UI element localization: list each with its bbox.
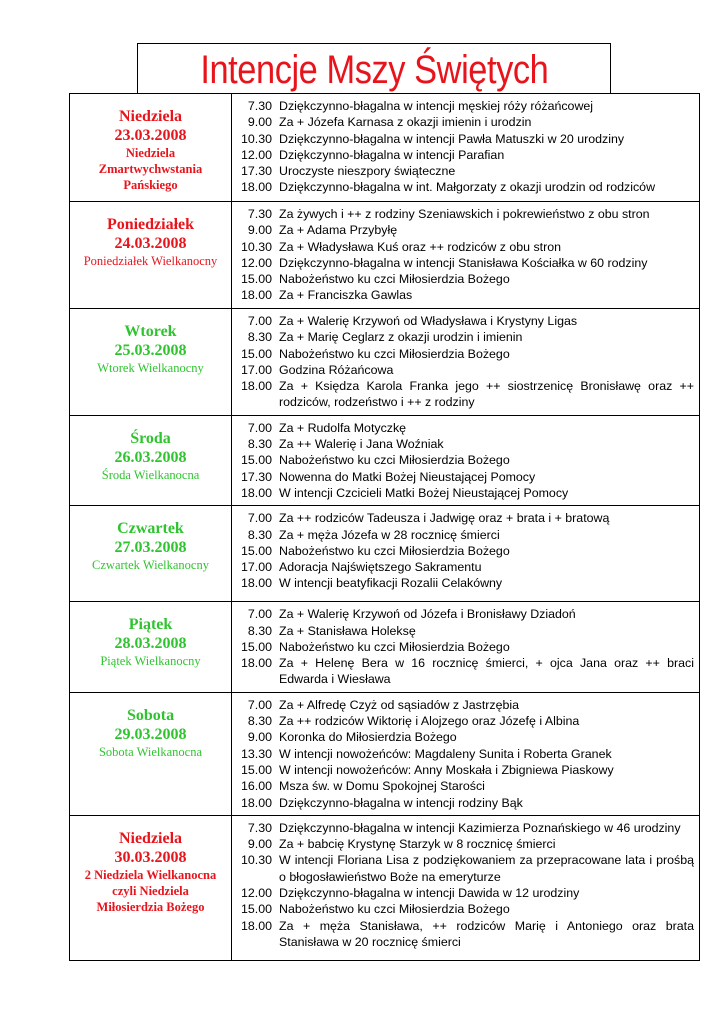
day-date: 25.03.2008	[114, 342, 187, 359]
mass-entry	[232, 346, 694, 362]
mass-time: 18.00	[240, 576, 272, 591]
mass-entry	[232, 543, 694, 559]
mass-time: 7.00	[247, 607, 272, 622]
mass-time: 18.00	[240, 795, 272, 810]
mass-entry	[232, 885, 694, 901]
mass-time: 10.30	[240, 239, 272, 254]
day-row	[70, 602, 700, 692]
schedule-body	[70, 94, 700, 961]
mass-intention: Za + męża Stanisława, ++ rodziców Marię i Antoniego oraz brata Stanisława w 20 rocznicę śmierci	[279, 918, 694, 949]
mass-intention: Koronka do Miłosierdzia Bożego	[279, 730, 457, 745]
masses-cell	[232, 309, 700, 416]
mass-intention: Za ++ Walerię i Jana Woźniak	[279, 437, 444, 452]
mass-entry	[232, 778, 694, 794]
mass-intention: W intencji beatyfikacji Rozalii Celakówny	[279, 576, 503, 591]
mass-intention: Za + babcię Krystynę Starzyk w 8 rocznicę śmierci	[279, 837, 556, 852]
mass-entry	[232, 362, 694, 378]
mass-entry	[232, 179, 694, 195]
page-title: Intencje Mszy Świętych	[199, 48, 549, 92]
day-subtitle: Środa Wielkanocna	[101, 467, 200, 482]
mass-entry	[232, 206, 694, 222]
day-name: Piątek	[128, 616, 173, 634]
mass-intention: Za + Księdza Karola Franka jego ++ siostrzenicę Bronisławę oraz ++ rodziców, rodzeństwo i ++ z rodziny	[279, 379, 694, 410]
day-row	[70, 202, 700, 309]
mass-intention: Dziękczynno-błagalna w int. Małgorzaty z okazji urodzin od rodziców	[279, 180, 656, 195]
masses-cell	[232, 815, 700, 960]
mass-entry	[232, 697, 694, 713]
mass-time: 9.00	[247, 730, 272, 745]
mass-intention: W intencji nowożeńców: Anny Moskała i Zbigniewa Piaskowy	[279, 762, 614, 777]
mass-intention: Nabożeństwo ku czci Miłosierdzia Bożego	[279, 346, 510, 361]
mass-time: 15.00	[240, 543, 272, 558]
mass-entry	[232, 114, 694, 130]
mass-intention: Za + męża Józefa w 28 rocznicę śmierci	[279, 527, 500, 542]
mass-intention: Za ++ rodziców Wiktorię i Alojzego oraz Józefę i Albina	[279, 714, 580, 729]
mass-intention: Za + Stanisława Holeksę	[279, 623, 416, 638]
day-subtitle: czyli Niedziela	[112, 883, 189, 898]
mass-intention: Za + Władysława Kuś oraz ++ rodziców z obu stron	[279, 239, 562, 254]
mass-time: 17.00	[240, 362, 272, 377]
mass-intention: Dziękczynno-błagalna w intencji Parafian	[279, 147, 505, 162]
mass-time: 12.00	[240, 147, 272, 162]
day-subtitle: Czwartek Wielkanocny	[92, 558, 209, 573]
day-subtitle: Niedziela	[125, 146, 176, 160]
mass-intention: Za + Adama Przybyłę	[279, 223, 398, 238]
mass-intention: Nabożeństwo ku czci Miłosierdzia Bożego	[279, 453, 510, 468]
mass-entry	[232, 527, 694, 543]
day-subtitle: 2 Niedziela Wielkanocna	[84, 867, 217, 882]
mass-entry	[232, 313, 694, 329]
mass-intention: Za + Marię Ceglarz z okazji urodzin i imienin	[279, 330, 523, 345]
day-cell	[70, 415, 232, 505]
masses-cell	[232, 94, 700, 202]
mass-entry	[232, 378, 694, 411]
day-name: Środa	[130, 429, 171, 447]
mass-entry	[232, 820, 694, 836]
mass-entry	[232, 329, 694, 345]
mass-entry	[232, 271, 694, 287]
day-name: Niedziela	[118, 108, 183, 125]
mass-time: 7.00	[247, 511, 272, 526]
day-row	[70, 94, 700, 202]
mass-time: 18.00	[240, 288, 272, 303]
mass-intention: Dziękczynno-błagalna w intencji rodziny Bąk	[279, 795, 523, 810]
mass-time: 7.00	[247, 697, 272, 712]
day-date: 24.03.2008	[114, 235, 187, 252]
masses-cell	[232, 415, 700, 505]
mass-time: 8.30	[247, 527, 272, 542]
mass-intention: Za ++ rodziców Tadeusza i Jadwigę oraz + brata i + bratową	[279, 511, 610, 526]
title-box	[137, 43, 611, 93]
day-subtitle: Miłosierdzia Bożego	[96, 899, 205, 914]
day-row	[70, 415, 700, 505]
day-name: Niedziela	[118, 829, 183, 847]
day-cell	[70, 692, 232, 815]
mass-intention: Za + Alfredę Czyż od sąsiadów z Jastrzębia	[279, 697, 520, 712]
mass-time: 18.00	[240, 918, 272, 933]
mass-time: 16.00	[240, 779, 272, 794]
mass-time: 9.00	[247, 115, 272, 130]
mass-time: 12.00	[240, 886, 272, 901]
mass-time: 15.00	[240, 639, 272, 654]
mass-intention: Nabożeństwo ku czci Miłosierdzia Bożego	[279, 543, 510, 558]
schedule-table	[69, 93, 700, 961]
day-date: 23.03.2008	[114, 127, 187, 144]
mass-time: 18.00	[240, 656, 272, 671]
mass-entry	[232, 420, 694, 436]
day-name: Poniedziałek	[106, 216, 195, 233]
mass-time: 17.00	[240, 560, 272, 575]
day-subtitle: Sobota Wielkanocna	[98, 744, 203, 759]
mass-time: 17.30	[240, 164, 272, 179]
mass-intention: Dziękczynno-błagalna w intencji Stanisława Kościałka w 60 rodziny	[279, 255, 648, 270]
mass-time: 8.30	[247, 330, 272, 345]
mass-time: 7.00	[247, 314, 272, 328]
mass-intention: Nabożeństwo ku czci Miłosierdzia Bożego	[279, 639, 510, 654]
mass-time: 7.30	[247, 820, 272, 835]
mass-time: 15.00	[240, 346, 272, 361]
day-cell	[70, 94, 232, 202]
mass-time: 7.00	[247, 420, 272, 435]
mass-entry	[232, 222, 694, 238]
mass-intention: Za + Franciszka Gawlas	[279, 288, 413, 303]
mass-entry	[232, 255, 694, 271]
mass-time: 7.30	[247, 99, 272, 113]
day-name: Czwartek	[117, 520, 184, 538]
mass-intention: Dziękczynno-błagalna w intencji Dawida w 12 urodziny	[279, 886, 580, 901]
day-subtitle: Pańskiego	[123, 178, 178, 192]
mass-intention: Dziękczynno-błagalna w intencji Pawła Matuszki w 20 urodziny	[279, 131, 625, 146]
mass-time: 10.30	[240, 131, 272, 146]
day-row	[70, 815, 700, 960]
mass-intention: Za + Walerię Krzywoń od Józefa i Bronisławy Dziadoń	[279, 607, 576, 622]
mass-time: 13.30	[240, 746, 272, 761]
mass-intention: Za żywych i ++ z rodziny Szeniawskich i pokrewieństwo z obu stron	[279, 207, 650, 221]
mass-entry	[232, 713, 694, 729]
mass-intention: Za + Józefa Karnasa z okazji imienin i urodzin	[279, 115, 532, 130]
mass-entry	[232, 852, 694, 885]
mass-entry	[232, 510, 694, 526]
mass-entry	[232, 98, 694, 114]
mass-entry	[232, 131, 694, 147]
mass-entry	[232, 147, 694, 163]
mass-entry	[232, 795, 694, 811]
mass-intention: W intencji Czcicieli Matki Bożej Nieustającej Pomocy	[279, 485, 569, 500]
day-date: 30.03.2008	[114, 848, 187, 866]
mass-time: 10.30	[240, 853, 272, 868]
mass-intention: Godzina Różańcowa	[279, 362, 394, 377]
day-date: 27.03.2008	[114, 539, 187, 557]
mass-time: 15.00	[240, 902, 272, 917]
mass-intention: Nowenna do Matki Bożej Nieustającej Pomocy	[279, 469, 536, 484]
mass-time: 15.00	[240, 272, 272, 287]
day-date: 26.03.2008	[114, 448, 187, 466]
mass-entry	[232, 287, 694, 303]
mass-time: 12.00	[240, 255, 272, 270]
mass-entry	[232, 452, 694, 468]
mass-intention: W intencji Floriana Lisa z podziękowaniem za przepracowane lata i prośbą o błogosławieństwo Boże na emeryturze	[279, 853, 694, 884]
mass-intention: W intencji nowożeńców: Magdaleny Sunita i Roberta Granek	[279, 746, 612, 761]
day-subtitle: Poniedziałek Wielkanocny	[83, 254, 218, 268]
mass-intention: Dziękczynno-błagalna w intencji Kazimierza Poznańskiego w 46 urodziny	[279, 820, 681, 835]
mass-entry	[232, 436, 694, 452]
day-name: Wtorek	[124, 323, 177, 340]
masses-cell	[232, 602, 700, 692]
day-cell	[70, 202, 232, 309]
day-subtitle: Wtorek Wielkanocny	[97, 361, 204, 375]
mass-intention: Za + Helenę Bera w 16 rocznicę śmierci, + ojca Jana oraz ++ braci Edwarda i Wiesława	[279, 656, 694, 687]
mass-time: 18.00	[240, 180, 272, 195]
mass-entry	[232, 729, 694, 745]
mass-intention: Nabożeństwo ku czci Miłosierdzia Bożego	[279, 902, 510, 917]
day-cell	[70, 815, 232, 960]
mass-entry	[232, 746, 694, 762]
mass-entry	[232, 836, 694, 852]
mass-intention: Za + Walerię Krzywoń od Władysława i Krystyny Ligas	[279, 314, 578, 328]
mass-entry	[232, 239, 694, 255]
mass-entry	[232, 606, 694, 622]
day-date: 29.03.2008	[114, 725, 187, 743]
mass-intention: Nabożeństwo ku czci Miłosierdzia Bożego	[279, 272, 510, 287]
day-row	[70, 309, 700, 416]
mass-time: 9.00	[247, 223, 272, 238]
day-date: 28.03.2008	[114, 635, 187, 653]
mass-entry	[232, 575, 694, 591]
mass-time: 9.00	[247, 837, 272, 852]
mass-entry	[232, 163, 694, 179]
day-row	[70, 506, 700, 602]
mass-entry	[232, 485, 694, 501]
mass-time: 18.00	[240, 379, 272, 394]
mass-time: 15.00	[240, 453, 272, 468]
day-cell	[70, 602, 232, 692]
mass-time: 8.30	[247, 437, 272, 452]
mass-intention: Za + Rudolfa Motyczkę	[279, 420, 407, 435]
mass-intention: Adoracja Najświętszego Sakramentu	[279, 560, 482, 575]
mass-entry	[232, 762, 694, 778]
mass-time: 8.30	[247, 623, 272, 638]
mass-entry	[232, 901, 694, 917]
mass-entry	[232, 639, 694, 655]
mass-entry	[232, 623, 694, 639]
mass-time: 15.00	[240, 762, 272, 777]
mass-intention: Uroczyste nieszpory świąteczne	[279, 164, 456, 179]
mass-entry	[232, 655, 694, 688]
masses-cell	[232, 506, 700, 602]
day-cell	[70, 309, 232, 416]
mass-intention: Dziękczynno-błagalna w intencji męskiej róży różańcowej	[279, 99, 594, 113]
mass-time: 17.30	[240, 469, 272, 484]
day-row	[70, 692, 700, 815]
masses-cell	[232, 202, 700, 309]
mass-intention: Msza św. w Domu Spokojnej Starości	[279, 779, 485, 794]
day-subtitle: Zmartwychwstania	[98, 162, 203, 176]
day-cell	[70, 506, 232, 602]
day-subtitle: Piątek Wielkanocny	[100, 654, 201, 669]
mass-entry	[232, 469, 694, 485]
mass-time: 8.30	[247, 714, 272, 729]
masses-cell	[232, 692, 700, 815]
mass-time: 7.30	[247, 207, 272, 221]
day-name: Sobota	[126, 706, 175, 724]
mass-time: 18.00	[240, 485, 272, 500]
mass-entry	[232, 559, 694, 575]
mass-entry	[232, 918, 694, 951]
